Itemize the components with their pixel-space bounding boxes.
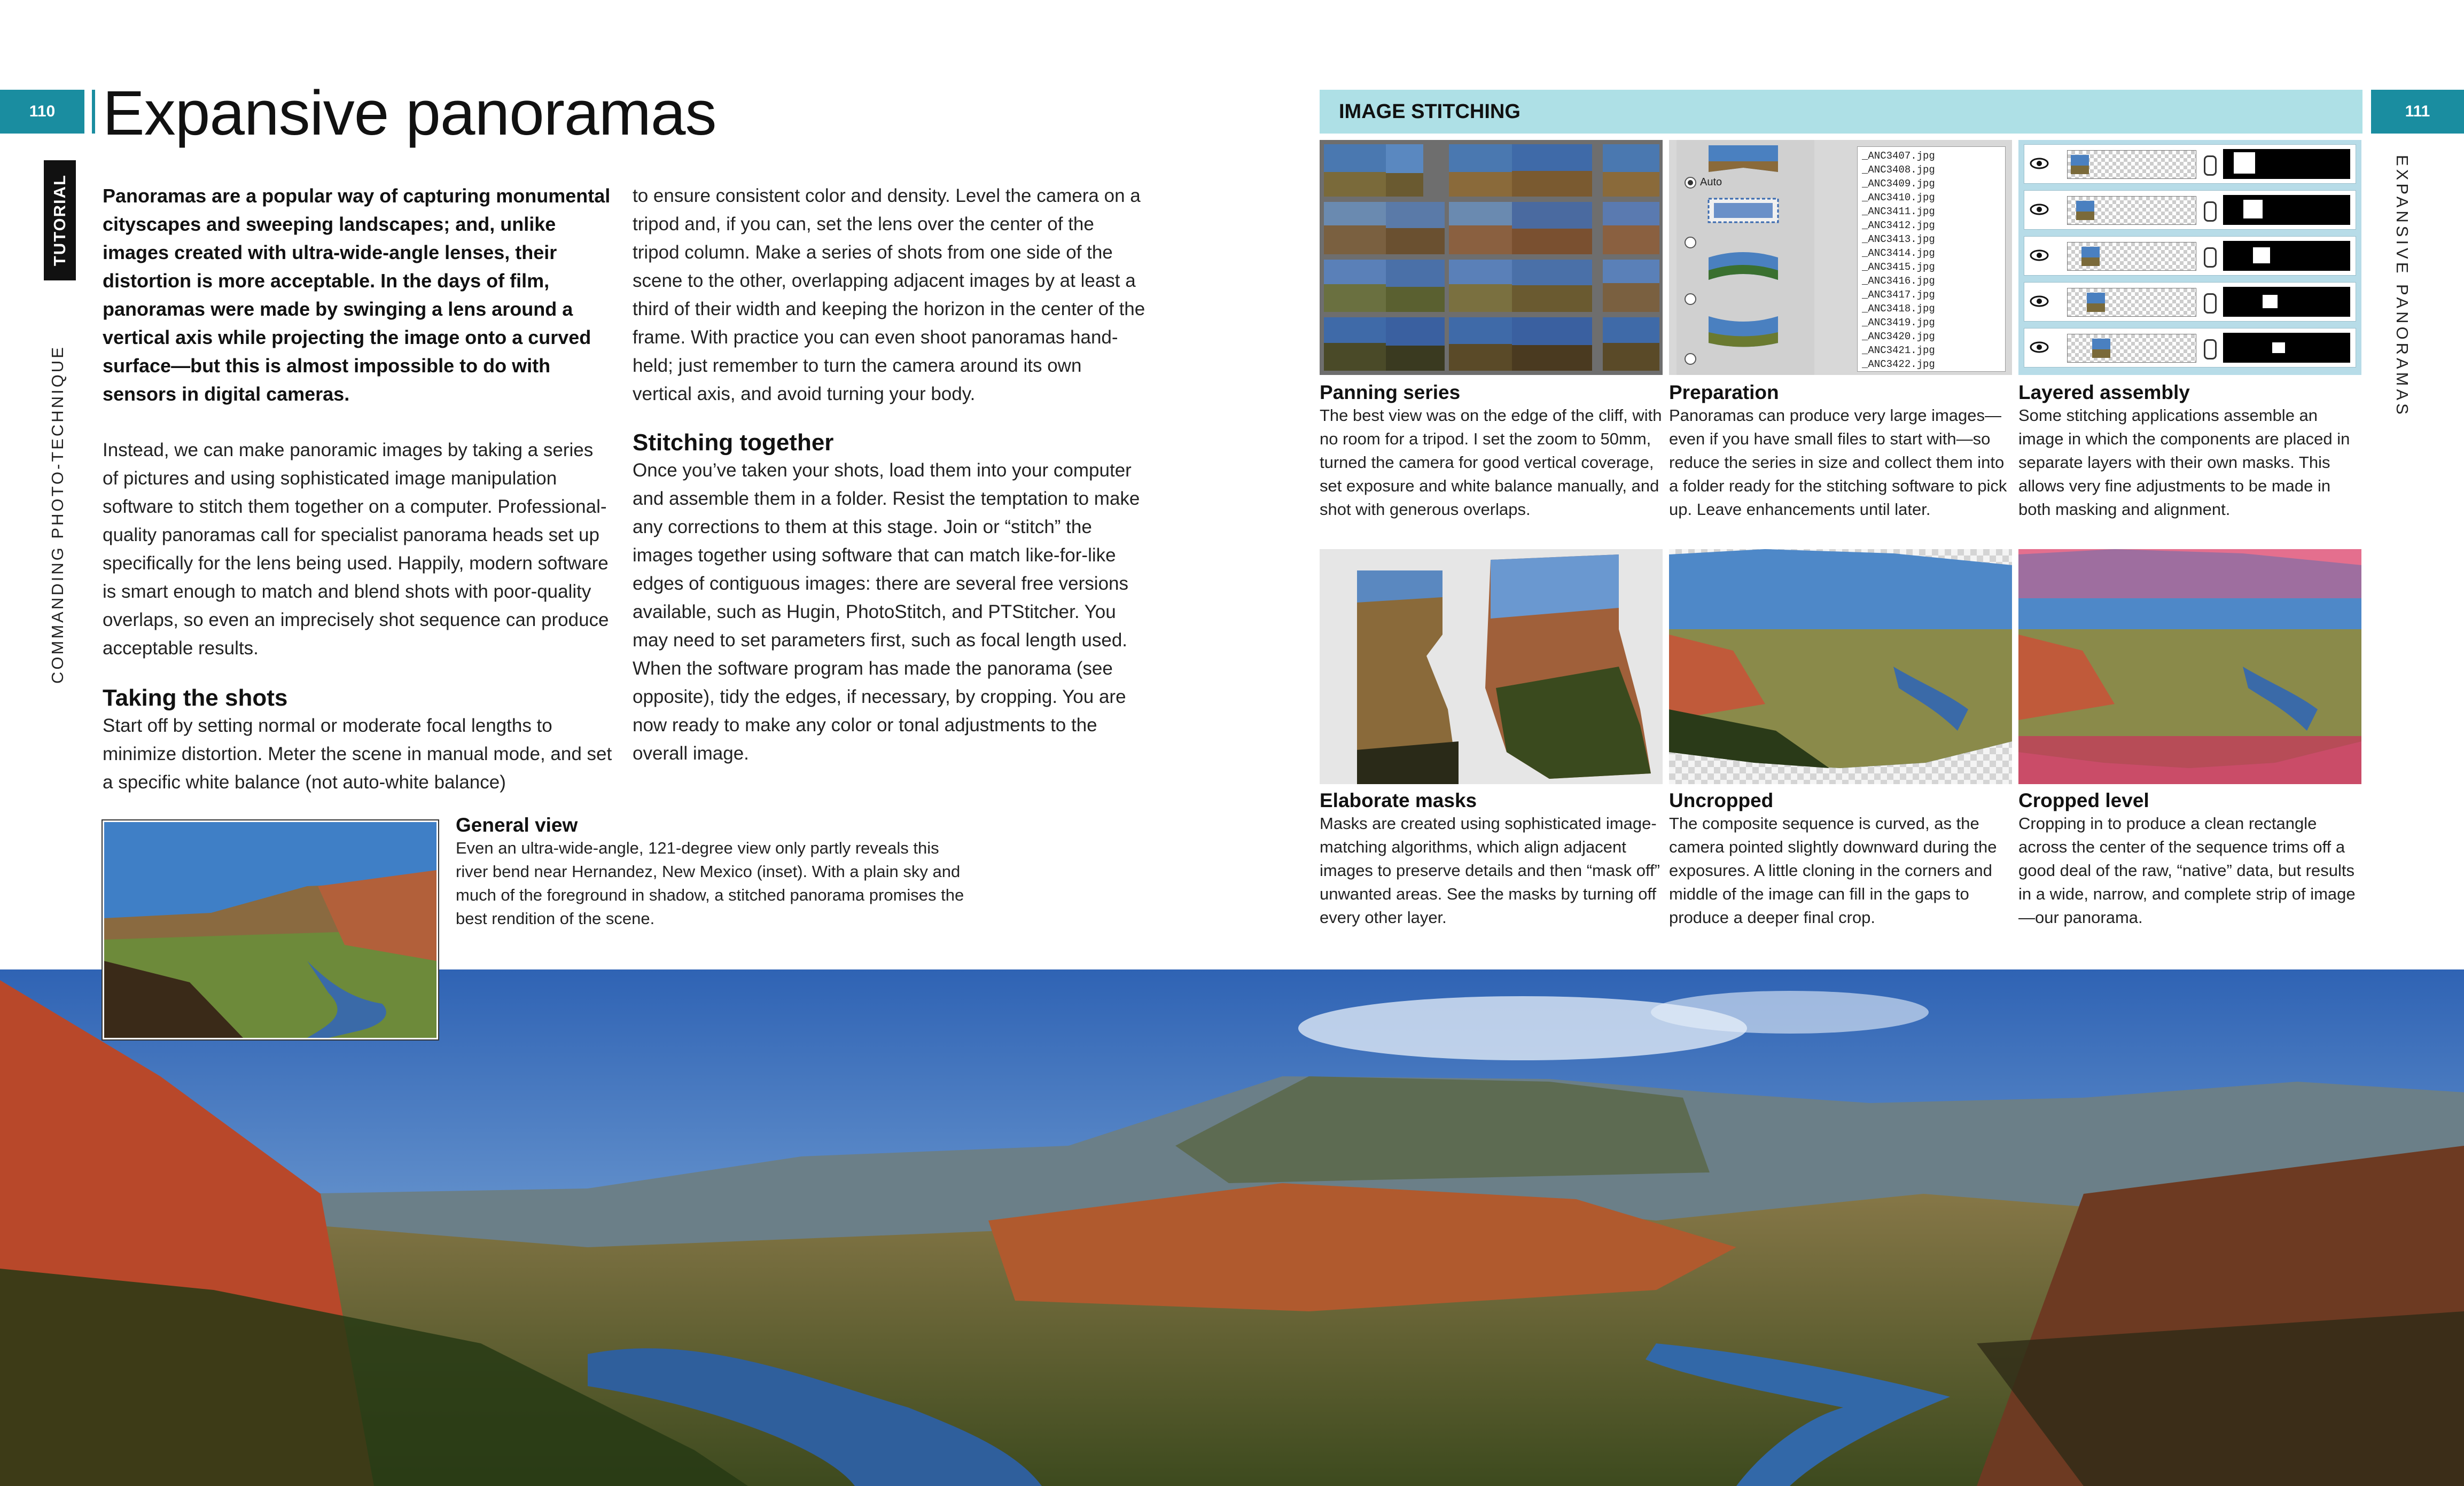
file-list-item[interactable]: _ANC3410.jpg (1862, 192, 1935, 204)
general-view-title: General view (456, 814, 578, 836)
file-list-item[interactable]: _ANC3419.jpg (1862, 317, 1935, 329)
caption-cropped-level-text: Cropping in to produce a clean rectangle across the center of the sequence trims off a good deal of the raw, “native” data, but results in a wide, narrow, and complete strip of image—our panorama. (2018, 814, 2356, 927)
caption-cropped-level-title: Cropped level (2018, 789, 2149, 811)
image-stitching-banner-text: IMAGE STITCHING (1339, 100, 1520, 123)
preparation-image (1669, 140, 2012, 375)
file-list-item[interactable]: _ANC3408.jpg (1862, 164, 1935, 176)
file-list-item[interactable]: _ANC3409.jpg (1862, 178, 1935, 190)
layer-row[interactable] (2024, 282, 2356, 322)
chain-link-icon (2204, 247, 2217, 268)
caption-preparation (1669, 381, 2014, 521)
file-list-item[interactable]: _ANC3412.jpg (1862, 220, 1935, 231)
layer-mask-thumbnail (2223, 287, 2350, 317)
section-side-label: COMMANDING PHOTO-TECHNIQUE (48, 345, 67, 684)
general-view-caption (456, 814, 969, 930)
uncropped-image (1669, 549, 2012, 784)
file-list-item[interactable]: _ANC3415.jpg (1862, 261, 1935, 273)
main-panorama-photo (0, 969, 2464, 1486)
file-list-item[interactable]: _ANC3418.jpg (1862, 303, 1935, 315)
image-stitching-banner (1320, 90, 2362, 134)
layered-assembly-image (2018, 140, 2361, 375)
file-list-item[interactable]: _ANC3413.jpg (1862, 233, 1935, 245)
eye-icon[interactable] (2029, 338, 2050, 356)
layer-thumbnail (2067, 150, 2196, 179)
caption-preparation-title: Preparation (1669, 381, 1779, 403)
general-view-text: Even an ultra-wide-angle, 121-degree view only partly reveals this river bend near Hernandez, New Mexico (inset). With a plain sky and much of the foreground in shadow, a stitched panorama promises the best rendition of the scene. (456, 839, 964, 928)
page-title: Expansive panoramas (103, 78, 716, 148)
layer-thumbnail (2067, 334, 2196, 363)
file-list-item[interactable]: _ANC3414.jpg (1862, 247, 1935, 259)
layer-thumbnail (2067, 242, 2196, 271)
tutorial-tab-label: TUTORIAL (50, 174, 69, 267)
eye-icon[interactable] (2029, 292, 2050, 310)
layer-mask-thumbnail (2223, 333, 2350, 363)
caption-panning-series (1320, 381, 1664, 521)
title-rule (92, 90, 95, 134)
caption-layered-assembly (2018, 381, 2363, 521)
layer-row[interactable] (2024, 328, 2356, 367)
file-list-item[interactable]: _ANC3422.jpg (1862, 358, 1935, 370)
intro-paragraph: Instead, we can make panoramic images by taking a series of pictures and using sophisticated image manipulation software to stitch them together on a computer. Professional-quality panoramas call for specialist panorama heads set up specifically for the lens being used. Happily, modern software is smart enough to match and blend shots with poor-quality overlaps, so even an imprecisely shot sequence can produce acceptable results. (103, 440, 609, 659)
tutorial-tab (44, 160, 76, 280)
general-view-inset-photo (103, 820, 438, 1039)
page-number-left-text: 110 (29, 103, 56, 120)
caption-panning-series-text: The best view was on the edge of the cliff, with no room for a tripod. I set the zoom to 50mm, turned the camera for good vertical coverage, set exposure and white balance manually, and shot with generous overlaps. (1320, 406, 1662, 519)
caption-preparation-text: Panoramas can produce very large images—even if you have small files to start with—so reduce the series in size and collect them into a folder ready for the stitching software to pick up. Leave enhancements until later. (1669, 406, 2007, 519)
chain-link-icon (2204, 155, 2217, 176)
file-list-item[interactable]: _ANC3411.jpg (1862, 206, 1935, 217)
caption-layered-assembly-text: Some stitching applications assemble an image in which the components are placed in separate layers with their own masks. This allows very fine adjustments to be made in both masking and alignment. (2018, 406, 2350, 519)
caption-elaborate-masks-text: Masks are created using sophisticated image-matching algorithms, which align adjacent images to preserve details and then “mask off” unwanted areas. See the masks by turning off every other layer. (1320, 814, 1660, 927)
layer-mask-thumbnail (2223, 241, 2350, 271)
caption-panning-series-title: Panning series (1320, 381, 1461, 403)
file-list (1858, 147, 2005, 371)
lead-paragraph: Panoramas are a popular way of capturing monumental cityscapes and sweeping landscapes; and, unlike images created with ultra-wide-angle lenses, their distortion is more acceptable. In the days of film, panoramas were made by swinging a lens around a vertical axis while projecting the image onto a curved surface—but this is almost impossible to do with sensors in digital cameras. (103, 185, 611, 405)
layer-thumbnail (2067, 196, 2196, 225)
file-list-item[interactable]: _ANC3416.jpg (1862, 275, 1935, 287)
caption-elaborate-masks (1320, 789, 1664, 929)
right-side-label: EXPANSIVE PANORAMAS (2393, 155, 2412, 418)
file-list-item[interactable]: _ANC3417.jpg (1862, 289, 1935, 301)
heading-taking-shots: Taking the shots (103, 685, 288, 711)
page-number-right-text: 111 (2405, 103, 2430, 120)
file-list-item[interactable]: _ANC3421.jpg (1862, 345, 1935, 356)
panning-series-image (1320, 140, 1663, 375)
layers-panel (2024, 144, 2356, 374)
layer-thumbnail (2067, 288, 2196, 317)
caption-uncropped-title: Uncropped (1669, 789, 1774, 811)
layer-row[interactable] (2024, 144, 2356, 184)
chain-link-icon (2204, 339, 2217, 359)
heading-stitching: Stitching together (633, 429, 834, 456)
layer-mask-thumbnail (2223, 149, 2350, 179)
caption-cropped-level (2018, 789, 2363, 929)
caption-elaborate-masks-title: Elaborate masks (1320, 789, 1477, 811)
caption-layered-assembly-title: Layered assembly (2018, 381, 2190, 403)
layout-options-panel (1677, 140, 1814, 375)
page-number-left (0, 90, 84, 134)
layer-mask-thumbnail (2223, 195, 2350, 225)
stitching-paragraph: Once you’ve taken your shots, load them into your computer and assemble them in a folder. Resist the temptation to make any corrections to them at this stage. Join or “stitch” the images together using software that can match like-for-like edges of contiguous images: there are several free versions available, such as Hugin, PhotoStitch, and PTStitcher. You may need to set parameters first, such as focal length used. When the software program has made the panorama (see opposite), tidy the edges, if necessary, by cropping. You are now ready to make any color or tonal adjustments to the overall image. (633, 460, 1140, 764)
auto-layout-label[interactable]: Auto (1700, 176, 1722, 188)
file-list-item[interactable]: _ANC3420.jpg (1862, 331, 1935, 342)
chain-link-icon (2204, 293, 2217, 314)
eye-icon[interactable] (2029, 200, 2050, 218)
continued-paragraph: to ensure consistent color and density. Level the camera on a tripod and, if you can, set the lens over the center of the tripod column. Make a series of shots from one side of the scene to the other, overlapping adjacent images by at least a third of their width and keeping the horizon in the center of the frame. With practice you can even shoot panoramas hand-held; just remember to turn the camera around its own vertical axis, and avoid turning your body. (633, 185, 1145, 404)
taking-shots-paragraph: Start off by setting normal or moderate focal lengths to minimize distortion. Meter the scene in manual mode, and set a specific white balance (not auto-white balance) (103, 715, 612, 793)
elaborate-masks-image (1320, 549, 1663, 784)
file-list-item[interactable]: _ANC3407.jpg (1862, 150, 1935, 162)
file-list-panel (1857, 146, 2006, 372)
page-number-right (2371, 90, 2464, 134)
chain-link-icon (2204, 201, 2217, 222)
caption-uncropped-text: The composite sequence is curved, as the camera pointed slightly downward during the exposures. A little cloning in the corners and middle of the image can fill in the gaps to produce a deeper final crop. (1669, 814, 1997, 927)
layer-row[interactable] (2024, 190, 2356, 230)
caption-uncropped (1669, 789, 2014, 929)
text-column-1 (103, 182, 613, 796)
cropped-level-image (2018, 549, 2361, 784)
text-column-2 (633, 182, 1145, 768)
layer-row[interactable] (2024, 236, 2356, 276)
eye-icon[interactable] (2029, 246, 2050, 264)
eye-icon[interactable] (2029, 154, 2050, 173)
